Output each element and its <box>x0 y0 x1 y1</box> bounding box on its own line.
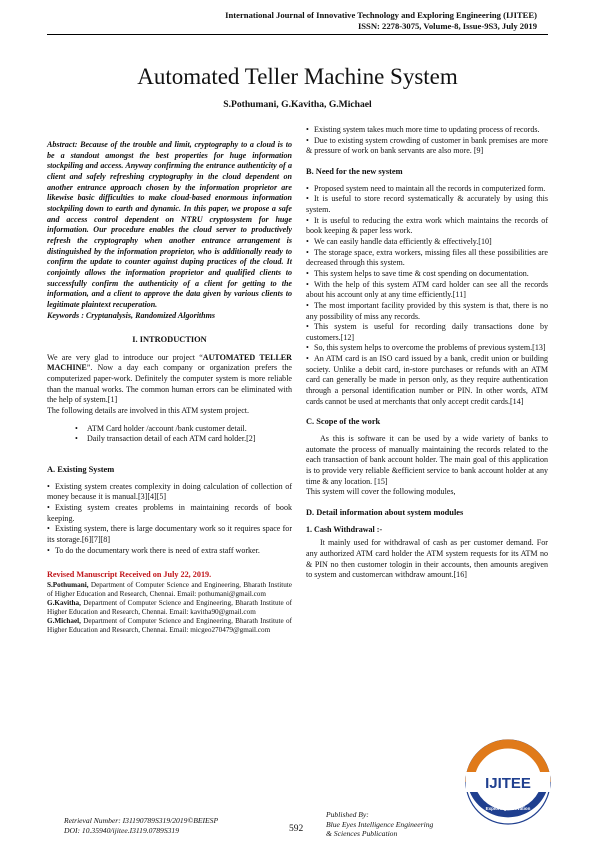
cash-withdrawal-heading: 1. Cash Withdrawal :- <box>306 524 383 534</box>
scope-paragraph-2: This system will cover the following modules, <box>306 487 456 497</box>
list-item: • So, this system helps to overcome the problems of previous system.[13] <box>306 343 546 353</box>
cash-withdrawal-paragraph: It mainly used for withdrawal of cash as per customer demand. For any authorized ATM card holder the ATM system requests for its ATM no & PIN no then customer tologin in their accounts, then amounts aregiven to system and customercan withdraw amount.[16] <box>306 538 548 580</box>
list-item: • It is useful to store record systematically & accurately by using this system. <box>306 194 548 214</box>
list-item: • ATM Card holder /account /bank customer detail. <box>75 423 247 433</box>
journal-header <box>225 10 537 32</box>
list-item: • Proposed system need to maintain all the records in computerized form. <box>306 183 546 193</box>
intro-list <box>47 424 292 445</box>
list-item: • This system is useful for recording daily transactions done by customers.[12] <box>306 322 548 342</box>
logo-ring-text: Exploring Innovation <box>485 806 531 811</box>
list-item: • Daily transaction detail of each ATM card holder.[2] <box>75 434 256 444</box>
affiliation: S.Pothumani, Department of Computer Science and Engineering, Bharath Institute of Higher Education and Research, Chennai. Email: pothumani@gmail.com <box>47 580 292 599</box>
list-item: • We can easily handle data efficiently & effectively.[10] <box>306 236 492 246</box>
affiliation: G.Michael, Department of Computer Science and Engineering, Bharath Institute of Higher Education and Research, Chennai. Email: micgeo270479@gmail.com <box>47 617 292 635</box>
list-item: • Existing system takes much more time to updating process of records. <box>306 125 540 134</box>
intro-heading: I. INTRODUCTION <box>132 335 207 345</box>
header-rule <box>47 34 548 35</box>
ijitee-logo <box>462 736 554 828</box>
abstract <box>47 140 292 311</box>
need-heading: B. Need for the new system <box>306 166 403 176</box>
affiliation: G.Kavitha, Department of Computer Science and Engineering, Bharath Institute of Higher Education and Research, Chennai. Email: kavitha90@gmail.com <box>47 599 292 617</box>
scope-paragraph: As this is software it can be used by a wide variety of banks to automate the process of manually maintaining the records related to the each transaction of bank account holder. The main goal of this application is to provide very reliable &efficient service to bank account holder at any time & any location. [15] <box>306 434 548 486</box>
list-item: • The most important facility provided by this system is that, there is no any possibility of miss any records. <box>306 300 548 321</box>
scope-heading: C. Scope of the work <box>306 417 381 427</box>
abstract-text: : Because of the trouble and limit, cryptography to a cloud is to be a standout amongst the best properties for huge information stockpiling and access. Anyway confirming the entrance authenticity of a client and safely refreshing cryptography in the cloud dependent on another entrance approach chosen by the information proprietor are likewise basic difficulties to make cloud-based enormous information stockpiling down to earth and dynamic. In this paper, we propose a safe and access control dependent on NTRU cryptosystem for huge information. Our procedure enables the cloud server to productively refresh the cryptography when another entrance arrangement is distinguished by the information proprietor, who is additionally ready to confirm the update to counter against duping practices of the cloud. It conjointly allows the information proprietor and qualified clients to successfully confirm the authenticity of a client for getting to the information, and a client to approve the data given by various clients to legitimate plaintext recuperation. <box>47 140 292 309</box>
intro-paragraph: We are very glad to introduce our project “AUTOMATED TELLER MACHINE”. Now a day each company or organization prefers the computerized paper-work. Definitely the computer system is more reliable than the manual works. The common human errors can be eliminated with the help of system.[1] <box>47 352 292 405</box>
list-item: • Due to existing system crowding of customer in bank premises are more & pressure of work on bank servants are also more. [9] <box>306 135 548 156</box>
journal-name: International Journal of Innovative Technology and Exploring Engineering (IJITEE) <box>225 10 537 20</box>
paper-title: Automated Teller Machine System <box>137 64 458 89</box>
list-item: • To do the documentary work there is need of extra staff worker. <box>47 545 260 555</box>
list-item: • It is useful to reducing the extra work which maintains the records of book keeping & paper less work. <box>306 215 548 236</box>
project-name: AUTOMATED TELLER MACHINE <box>47 352 292 373</box>
retrieval-number: Retrieval Number: I31190789S319/2019©BEIESP <box>64 816 219 825</box>
revised-manuscript-note: Revised Manuscript Received on July 22, 2019. <box>47 570 212 580</box>
paper-authors: S.Pothumani, G.Kavitha, G.Michael <box>223 99 372 110</box>
page-number: 592 <box>289 824 304 834</box>
intro-paragraph-2: The following details are involved in this ATM system project. <box>47 406 250 416</box>
right-column <box>306 125 548 581</box>
abstract-label: Abstract <box>47 140 75 149</box>
logo-text: IJITEE <box>485 775 531 792</box>
footer-publisher: Published By: Blue Eyes Intelligence Engineering & Sciences Publication <box>326 810 434 838</box>
doi: DOI: 10.35940/ijitee.I3119.0789S319 <box>64 826 180 835</box>
keywords: Keywords : Cryptanalysis, Randomized Algorithms <box>47 310 216 320</box>
list-item: • With the help of this system ATM card holder can see all the records about his account only at any time efficiently.[11] <box>306 279 548 300</box>
list-item: • The storage space, extra workers, missing files all these possibilities are decreased through this system. <box>306 247 548 268</box>
footer-left <box>64 816 218 836</box>
list-item: • Existing system creates problems in maintaining records of book keeping. <box>47 503 292 523</box>
list-item: • This system helps to save time & cost spending on documentation. <box>306 268 529 278</box>
detail-heading: D. Detail information about system modules <box>306 508 464 517</box>
existing-system-heading: A. Existing System <box>47 465 115 475</box>
list-item: • An ATM card is an ISO card issued by a bank, credit union or building society. Unlike a debit card, in-store purchases or refunds with an ATM card can generally be made in person only, as they require authentication through a personal identification number or PIN. In other words, ATM cards cannot be used at merchants that only accept credit cards.[14] <box>306 354 548 406</box>
list-item: • Existing system creates complexity in doing calculation of collection of money because it is manual.[3][4][5] <box>47 481 292 502</box>
left-column <box>47 140 292 636</box>
journal-issn: ISSN: 2278-3075, Volume-8, Issue-9S3, July 2019 <box>357 21 537 31</box>
list-item: • Existing system, there is large documentary work so it requires space for its storage.[6][7][8] <box>47 524 292 544</box>
